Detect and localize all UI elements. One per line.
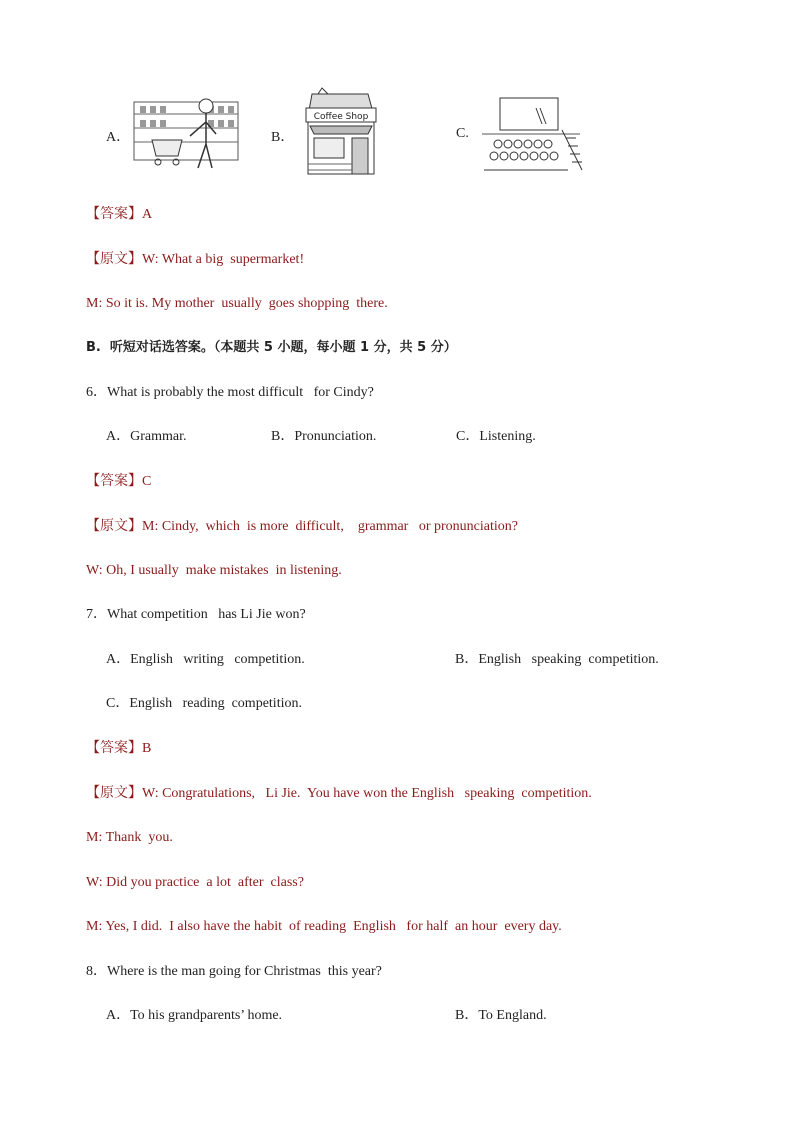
script-5-line-1 [86, 250, 304, 269]
answer-value: A [142, 207, 153, 222]
question-7-option-c: C．English reading competition. [106, 696, 302, 711]
option-a-label: A． [106, 130, 131, 145]
script-tag: 【原文】 [86, 518, 142, 534]
question-6-option-b: B．Pronunciation. [271, 429, 377, 444]
script-6-line-2: W: Oh, I usually make mistakes in listening. [86, 563, 342, 578]
script-6-line-1 [86, 517, 518, 536]
option-c-label: C. [456, 126, 469, 141]
script-7-line-2: M: Thank you. [86, 830, 173, 845]
question-7-option-b: B．English speaking competition. [455, 652, 659, 667]
question-6-option-c: C．Listening. [456, 429, 536, 444]
question-6-stem: 6．What is probably the most difficult for Cindy? [86, 385, 374, 400]
answer-5 [86, 205, 152, 224]
script-7-line-4: M: Yes, I did. I also have the habit of reading English for half an hour every day. [86, 919, 562, 934]
script-5-line-2: M: So it is. My mother usually goes shopping there. [86, 296, 388, 311]
answer-value: C [142, 474, 152, 489]
answer-value: B [142, 741, 152, 756]
coffee-shop-sign: Coffee Shop [313, 112, 369, 122]
script-tag: 【原文】 [86, 251, 142, 267]
supermarket-picture [132, 92, 240, 172]
question-6-option-a: A．Grammar. [106, 429, 187, 444]
answer-tag: 【答案】 [86, 206, 142, 222]
answer-7 [86, 739, 151, 758]
question-8-option-b: B．To England. [455, 1008, 547, 1023]
script-7-line-1 [86, 784, 592, 803]
script-text: W: Congratulations, Li Jie. You have won the English speaking competition. [142, 786, 592, 801]
script-tag: 【原文】 [86, 785, 142, 801]
answer-6 [86, 472, 151, 491]
option-b-label: B． [271, 130, 295, 145]
question-7-option-a: A．English writing competition. [106, 652, 305, 667]
cinema-picture [480, 94, 584, 174]
question-8-stem: 8．Where is the man going for Christmas this year? [86, 964, 382, 979]
question-7-stem: 7．What competition has Li Jie won? [86, 607, 306, 622]
script-text: M: Cindy, which is more difficult, grammar or pronunciation? [142, 519, 518, 534]
answer-tag: 【答案】 [86, 740, 142, 756]
coffee-shop-picture [298, 86, 382, 176]
script-7-line-3: W: Did you practice a lot after class? [86, 875, 304, 890]
script-text: W: What a big supermarket! [142, 252, 305, 267]
section-b-title: B. 听短对话选答案。（本题共 5 小题，每小题 1 分，共 5 分） [86, 340, 457, 355]
answer-tag: 【答案】 [86, 473, 142, 489]
question-8-option-a: A．To his grandparents’ home. [106, 1008, 283, 1023]
